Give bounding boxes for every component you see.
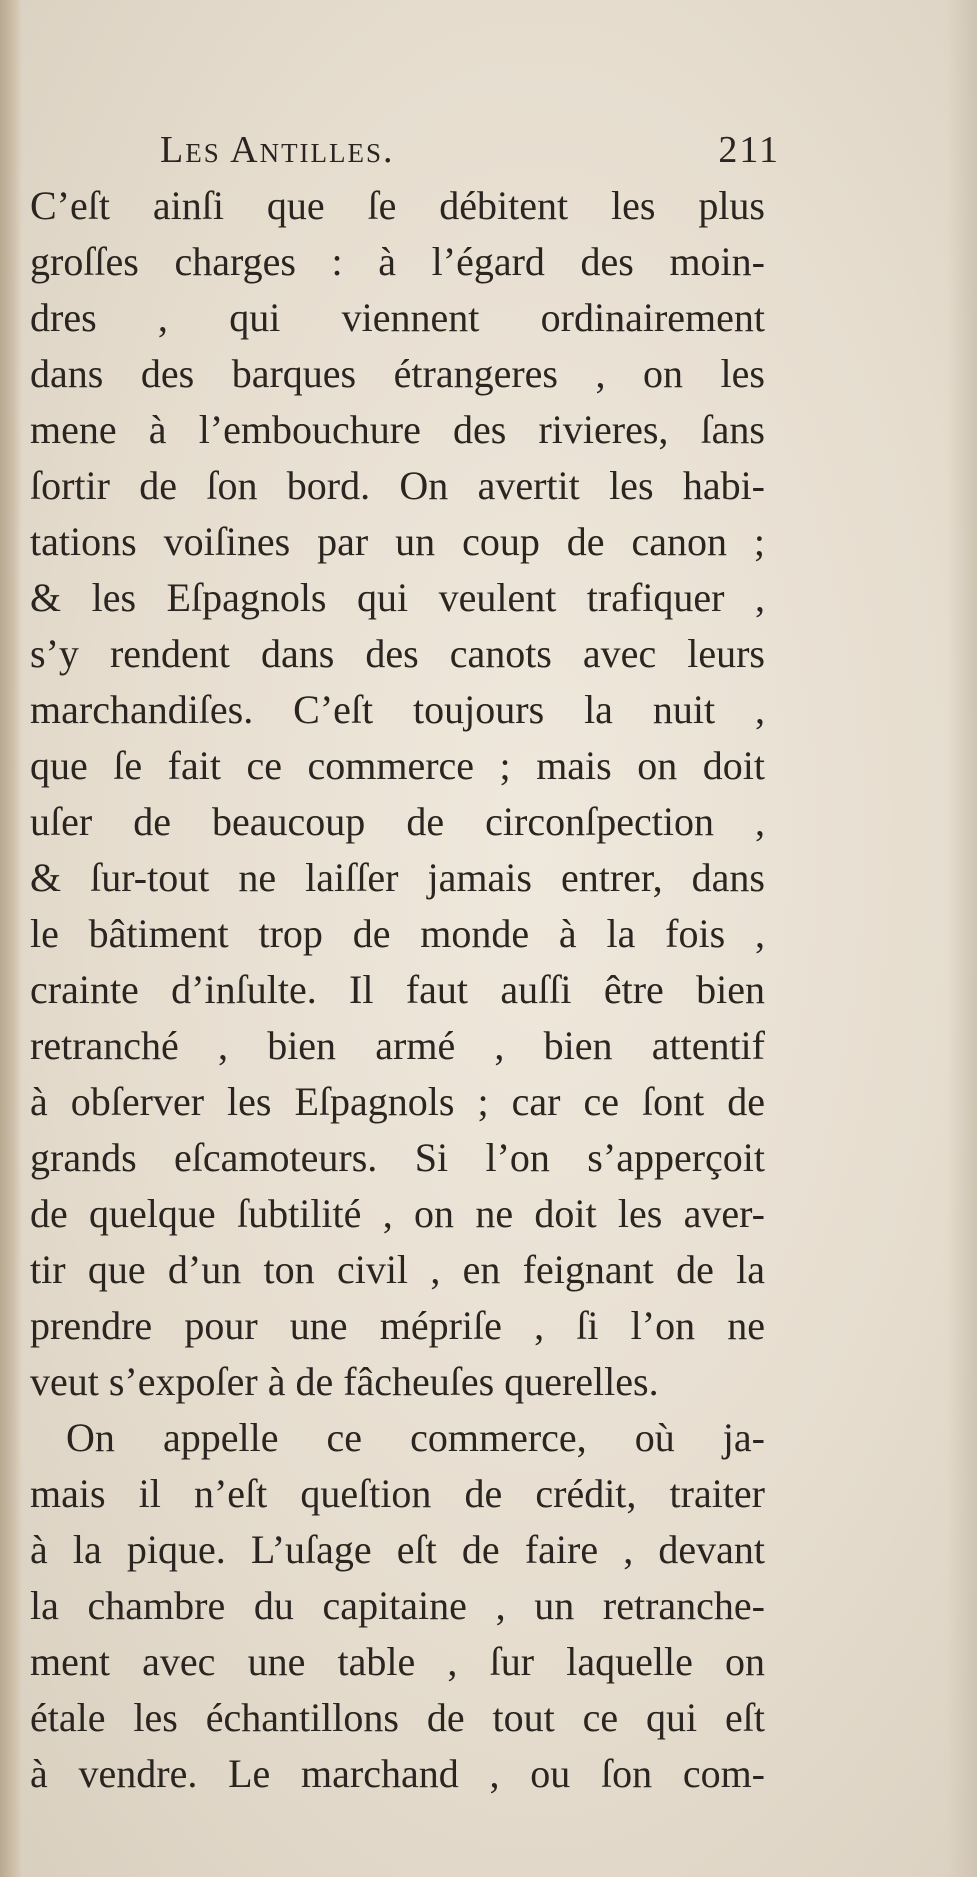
text-line: uſer de beaucoup de circonſpection , [30,799,765,844]
text-line: à la pique. L’uſage eſt de faire , devant [30,1527,765,1572]
text-line: de quelque ſubtilité , on ne doit les aver- [30,1191,765,1236]
text-line: grands eſcamoteurs. Si l’on s’apperçoit [30,1135,765,1180]
text-line: le bâtiment trop de monde à la fois , [30,911,765,956]
text-line: mais il n’eſt queſtion de crédit, traiter [30,1471,765,1516]
binding-gutter [0,0,22,1877]
text-line: mene à l’embouchure des rivieres, ſans [30,407,765,452]
text-line: veut s’expoſer à de fâcheuſes querelles. [30,1359,659,1404]
text-line: groſſes charges : à l’égard des moin- [30,239,765,284]
text-line: à obſerver les Eſpagnols ; car ce ſont de [30,1079,765,1124]
text-line: la chambre du capitaine , un retranche- [30,1583,765,1628]
text-line: ment avec une table , ſur laquelle on [30,1639,765,1684]
text-line: ſortir de ſon bord. On avertit les habi- [30,463,765,508]
page-edge-shadow [947,0,977,1877]
text-line: tir que d’un ton civil , en feignant de la [30,1247,765,1292]
text-line: dans des barques étrangeres , on les [30,351,765,396]
text-line: & ſur-tout ne laiſſer jamais entrer, dans [30,855,765,900]
page-header [160,128,780,178]
text-line: que ſe fait ce commerce ; mais on doit [30,743,765,788]
text-line: retranché , bien armé , bien attentif [30,1023,765,1068]
text-line: s’y rendent dans des canots avec leurs [30,631,765,676]
text-line: à vendre. Le marchand , ou ſon com- [30,1751,765,1796]
page-number: 211 [718,129,780,171]
running-head: Les Antilles. [160,129,395,171]
text-line: étale les échantillons de tout ce qui eſt [30,1695,765,1740]
text-line: prendre pour une mépriſe , ſi l’on ne [30,1303,765,1348]
body-text [30,178,765,1802]
text-line: marchandiſes. C’eſt toujours la nuit , [30,687,765,732]
text-line: C’eſt ainſi que ſe débitent les plus [30,183,765,228]
text-line: dres , qui viennent ordinairement [30,295,765,340]
text-line: tations voiſines par un coup de canon ; [30,519,765,564]
text-line: crainte d’inſulte. Il faut auſſi être bien [30,967,765,1012]
text-line: & les Eſpagnols qui veulent trafiquer , [30,575,765,620]
text-line: On appelle ce commerce, où ja- [66,1415,765,1460]
